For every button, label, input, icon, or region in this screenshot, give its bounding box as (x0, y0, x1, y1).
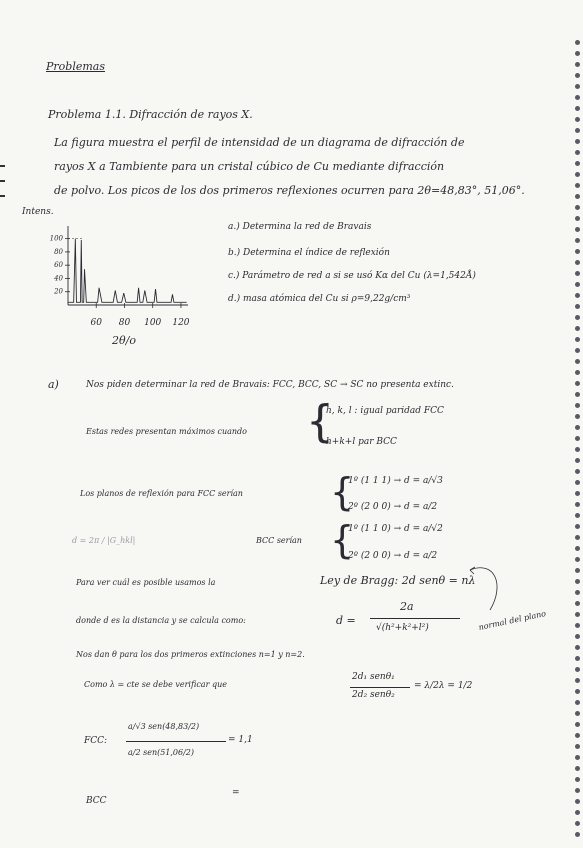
condition-fcc: h, k, l : igual paridad FCC (326, 406, 444, 416)
y-tick-label: 100 (49, 234, 63, 243)
x-tick-label: 60 (90, 318, 102, 328)
chart-ylabel: Intens. (22, 207, 54, 217)
y-tick-label: 80 (54, 247, 63, 256)
condition-bcc: h+k+l par BCC (326, 437, 397, 447)
brace-bcc: { (330, 518, 355, 562)
intro-line: de polvo. Los picos de los dos primeros reflexiones ocurren para 2θ=48,83°, 51,06°. (54, 184, 525, 197)
fcc-plane-1: 1º (1 1 1) → d = a/√3 (348, 476, 443, 486)
chart-xlabel: 2θ/o (112, 334, 136, 347)
part-a-label: a) (48, 378, 59, 391)
bcc-calc-equals: = (232, 788, 240, 798)
distance-intro: donde d es la distancia y se calcula como: (76, 616, 246, 625)
ratio-numerator: 2d₁ senθ₁ (352, 672, 395, 682)
d-numerator: 2a (400, 600, 414, 613)
fcc-calc-label: FCC: (84, 736, 108, 746)
bcc-plane-2: 2º (2 0 0) → d = a/2 (348, 551, 438, 561)
fcc-planes-intro: Los planos de reflexión para FCC serían (80, 489, 243, 498)
x-tick-label: 120 (172, 318, 190, 328)
question-a: a.) Determina la red de Bravais (228, 222, 372, 232)
fcc-calc-result: = 1,1 (228, 735, 253, 745)
fcc-plane-2: 2º (2 0 0) → d = a/2 (348, 502, 438, 512)
max-intro: Estas redes presentan máximos cuando (86, 427, 247, 436)
problem-title: Problema 1.1. Difracción de rayos X. (48, 108, 253, 121)
bragg-intro: Para ver cuál es posible usamos la (76, 578, 216, 587)
y-tick-label: 60 (54, 261, 63, 270)
fcc-calc-numerator: a/√3 sen(48,83/2) (128, 722, 200, 731)
part-a-line1: Nos piden determinar la red de Bravais: FCC, BCC, SC → SC no presenta extinc. (86, 380, 454, 390)
question-c: c.) Parámetro de red a si se usó Kα del Cu (λ=1,542Å) (228, 271, 476, 281)
side-formula: d = 2π / |G_hkl| (72, 536, 136, 545)
theta-line: Nos dan θ para los dos primeros extinciones n=1 y n=2. (76, 650, 305, 659)
ratio-intro: Como λ = cte se debe verificar que (84, 680, 227, 689)
intro-line: La figura muestra el perfil de intensidad de un diagrama de difracción de (54, 136, 465, 149)
d-denominator: √(h²+k²+l²) (376, 623, 429, 633)
y-tick-label: 20 (54, 287, 63, 296)
brace-fcc: { (330, 470, 355, 514)
d-equals: d = (336, 614, 356, 627)
y-tick-label: 40 (54, 274, 63, 283)
fcc-calc-denominator: a/2 sen(51,06/2) (128, 748, 195, 757)
ratio-denominator: 2d₂ senθ₂ (352, 690, 395, 700)
intro-line: rayos X a Tambiente para un cristal cúbico de Cu mediante difracción (54, 160, 445, 173)
bcc-plane-1: 1º (1 1 0) → d = a/√2 (348, 524, 443, 534)
question-b: b.) Determina el índice de reflexión (228, 248, 390, 258)
bragg-law: Ley de Bragg: 2d senθ = nλ (320, 574, 476, 587)
x-tick-label: 80 (118, 318, 131, 328)
bcc-planes-intro: BCC serían (256, 536, 302, 545)
ratio-equality: = λ/2λ = 1/2 (414, 681, 473, 691)
bcc-calc-label: BCC (86, 796, 107, 806)
question-d: d.) masa atómica del Cu si ρ=9,22g/cm³ (228, 294, 411, 304)
page-heading: Problemas (46, 60, 105, 73)
x-tick-label: 100 (144, 318, 162, 328)
normal-note: normal del plano (477, 608, 547, 633)
brace-conditions: { (306, 396, 334, 447)
